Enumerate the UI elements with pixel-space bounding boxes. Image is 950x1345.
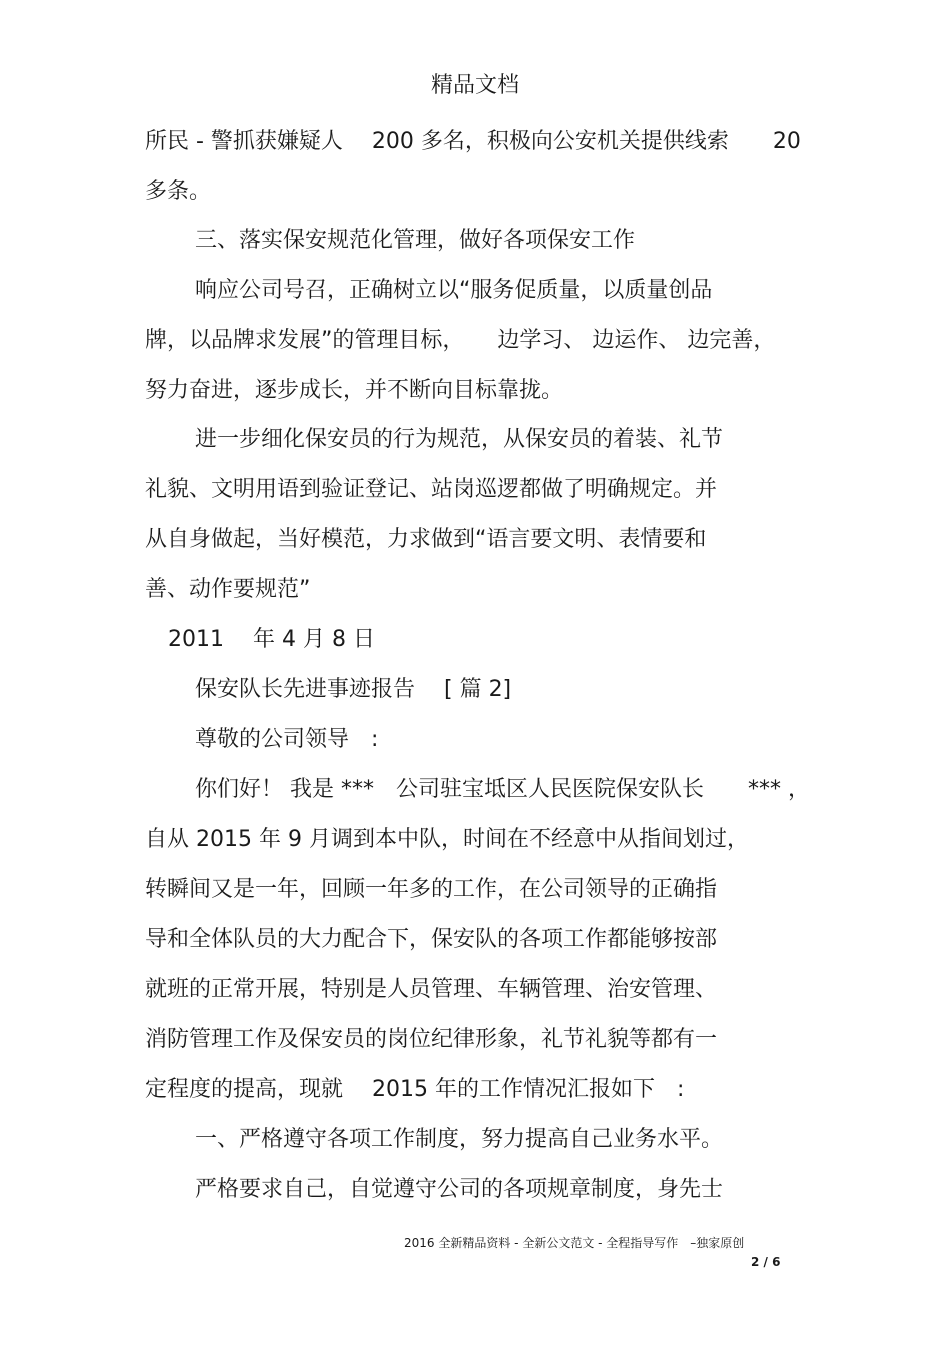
text-line: 就班的正常开展，特别是人员管理、车辆管理、治安管理、 — [145, 977, 718, 1002]
text-line: 多条。 — [145, 179, 212, 204]
report-title: 保安队长先进事迹报告 [ 篇 2] — [195, 677, 512, 702]
text-line: 礼貌、文明用语到验证登记、站岗巡逻都做了明确规定。并 — [145, 477, 718, 502]
date-line: 2011 年 4 月 8 日 — [168, 627, 375, 652]
text-line: 转瞬间又是一年，回顾一年多的工作，在公司领导的正确指 — [145, 877, 718, 902]
text-line: 你们好！ 我是 *** 公司驻宝坻区人民医院保安队长 *** ， — [195, 777, 810, 802]
text-line: 消防管理工作及保安员的岗位纪律形象，礼节礼貌等都有一 — [145, 1027, 718, 1052]
text-line: 定程度的提高，现就 2015 年的工作情况汇报如下 : — [145, 1077, 685, 1102]
salutation: 尊敬的公司领导 : — [195, 727, 379, 752]
section-heading: 一、严格遵守各项工作制度，努力提高自己业务水平。 — [195, 1127, 724, 1152]
text-line: 响应公司号召，正确树立以“服务促质量，以质量创品 — [195, 278, 713, 303]
text-line: 严格要求自己，自觉遵守公司的各项规章制度，身先士 — [195, 1177, 724, 1202]
text-line: 所民 - 警抓获嫌疑人 200 多名，积极向公安机关提供线索 20 — [145, 129, 801, 154]
text-line: 自从 2015 年 9 月调到本中队，时间在不经意中从指间划过， — [145, 827, 749, 852]
text-line: 善、动作要规范” — [145, 577, 311, 602]
text-line: 努力奋进，逐步成长，并不断向目标靠拢。 — [145, 378, 564, 403]
page-footer-text: 2016 全新精品资料 - 全新公文范文 - 全程指导写作 –独家原创 — [404, 1236, 745, 1250]
page-header-title: 精品文档 — [430, 73, 519, 98]
page-number: 2 / 6 — [751, 1255, 781, 1269]
text-line: 牌，以品牌求发展”的管理目标， 边学习、 边运作、 边完善， — [145, 328, 776, 353]
text-line: 从自身做起，当好模范，力求做到“语言要文明、表情要和 — [145, 527, 707, 552]
text-line: 导和全体队员的大力配合下，保安队的各项工作都能够按部 — [145, 927, 718, 952]
section-heading: 三、落实保安规范化管理，做好各项保安工作 — [195, 228, 636, 253]
text-line: 进一步细化保安员的行为规范，从保安员的着装、礼节 — [195, 427, 724, 452]
